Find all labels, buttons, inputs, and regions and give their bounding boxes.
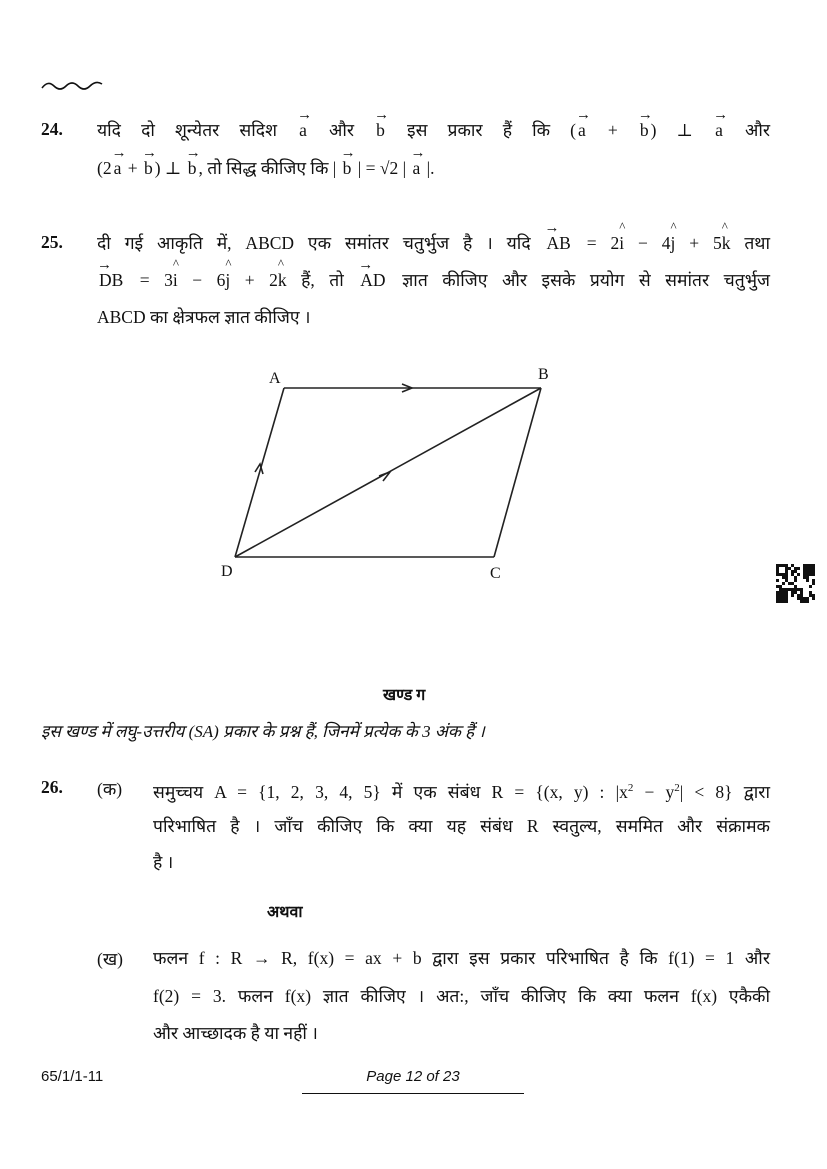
text-run: | < 8} द्वारा (679, 781, 770, 802)
text-run: दी गई आकृति में, ABCD एक समांतर चतुर्भुज है । यदि (97, 233, 545, 253)
text-run: हैं, तो (286, 270, 359, 290)
section-title: खण्ड ग (383, 687, 426, 704)
or-label: अथवा (267, 904, 303, 921)
text-run: − 6 (177, 270, 226, 290)
unit-vector-symbol: ^ j (670, 232, 675, 254)
text-run: यदि दो शून्येतर सदिश (97, 120, 298, 140)
q26b-line-3 (153, 1022, 770, 1044)
text-run: + (587, 120, 638, 140)
qr-code-icon (776, 564, 815, 604)
question-number: 24. (41, 119, 63, 139)
part-b-label: (ख) (97, 949, 123, 969)
text-run: − y (633, 781, 675, 802)
superscript: 2 (674, 782, 680, 794)
vector-symbol: → a (411, 157, 423, 179)
vector-symbol: → a (297, 119, 309, 141)
text-run: और (308, 120, 375, 140)
side-da (235, 388, 284, 557)
page-number: Page 12 of 23 (302, 1068, 524, 1094)
text-run: ) ⊥ (650, 120, 714, 140)
vector-symbol: → a (713, 119, 725, 141)
text-run: = 2 (572, 233, 620, 253)
text-run: तथा (730, 233, 771, 253)
question-number: 26. (41, 777, 63, 797)
label-b: B (538, 366, 549, 383)
text-run: परिभाषित है । जाँच कीजिए कि क्या यह संबंध R स्वतुल्य, सममित और संक्रामक (153, 816, 770, 836)
text-run: = 3 (125, 270, 173, 290)
text-run: फलन f : R → R, f(x) = ax + b द्वारा इस प्रकार परिभाषित है कि f(1) = 1 और (153, 948, 770, 968)
unit-vector-symbol: ^ i (173, 269, 178, 291)
text-run: − 4 (624, 233, 671, 253)
text-run: f(2) = 3. फलन f(x) ज्ञात कीजिए । अत:, जाँच कीजिए कि क्या फलन f(x) एकैकी (153, 986, 770, 1006)
q26b-line-2 (153, 985, 770, 1007)
section-instruction: इस खण्ड में लघु-उत्तरीय (SA) प्रकार के प्रश्न हैं, जिनमें प्रत्येक के 3 अंक हैं । (41, 722, 485, 741)
text-run: | = √2 | (353, 158, 411, 178)
q26a-line-2 (153, 815, 770, 837)
q26a-line-3 (153, 851, 770, 873)
side-bc (494, 388, 541, 557)
vector-symbol: → b (374, 119, 387, 141)
q26a-line-1 (153, 777, 770, 803)
text-run: और (724, 120, 771, 140)
vector-symbol: → b (142, 157, 155, 179)
text-run: ) ⊥ (154, 158, 186, 178)
vector-symbol: → a (576, 119, 588, 141)
label-c: C (490, 565, 501, 582)
vector-symbol: → b (341, 157, 354, 179)
vector-symbol: → b (186, 157, 199, 179)
label-a: A (269, 370, 281, 387)
part-a-label: (क) (97, 779, 123, 799)
unit-vector-symbol: ^ k (722, 232, 731, 254)
text-run: है । (153, 852, 174, 872)
question-number: 25. (41, 232, 63, 252)
text-run: + 2 (230, 270, 278, 290)
vector-symbol: → b (638, 119, 651, 141)
text-run: ABCD का क्षेत्रफल ज्ञात कीजिए । (97, 307, 311, 327)
unit-vector-symbol: ^ i (619, 232, 624, 254)
label-d: D (221, 563, 233, 580)
superscript: 2 (627, 782, 634, 794)
unit-vector-symbol: ^ k (278, 269, 287, 291)
text-run: , तो सिद्ध कीजिए कि | (198, 158, 341, 178)
q26b-line-1 (153, 947, 770, 969)
text-run: और आच्छादक है या नहीं । (153, 1023, 318, 1043)
unit-vector-symbol: ^ j (225, 269, 230, 291)
text-run: (2 (97, 158, 112, 178)
text-run: इस प्रकार हैं कि ( (386, 120, 576, 140)
vector-symbol: → AD (358, 269, 387, 291)
vector-symbol: → a (112, 157, 124, 179)
vector-symbol: → DB (97, 269, 125, 291)
text-run: समुच्चय A = {1, 2, 3, 4, 5} में एक संबंध R = {(x, y) : |x (153, 781, 628, 802)
text-run: + (123, 158, 142, 178)
text-run: + 5 (675, 233, 722, 253)
vector-symbol: → AB (545, 232, 573, 254)
text-run: ज्ञात कीजिए और इसके प्रयोग से समांतर चतुर्भुज (387, 270, 770, 290)
paper-code: 65/1/1-11 (41, 1068, 104, 1085)
text-run: |. (422, 158, 435, 178)
